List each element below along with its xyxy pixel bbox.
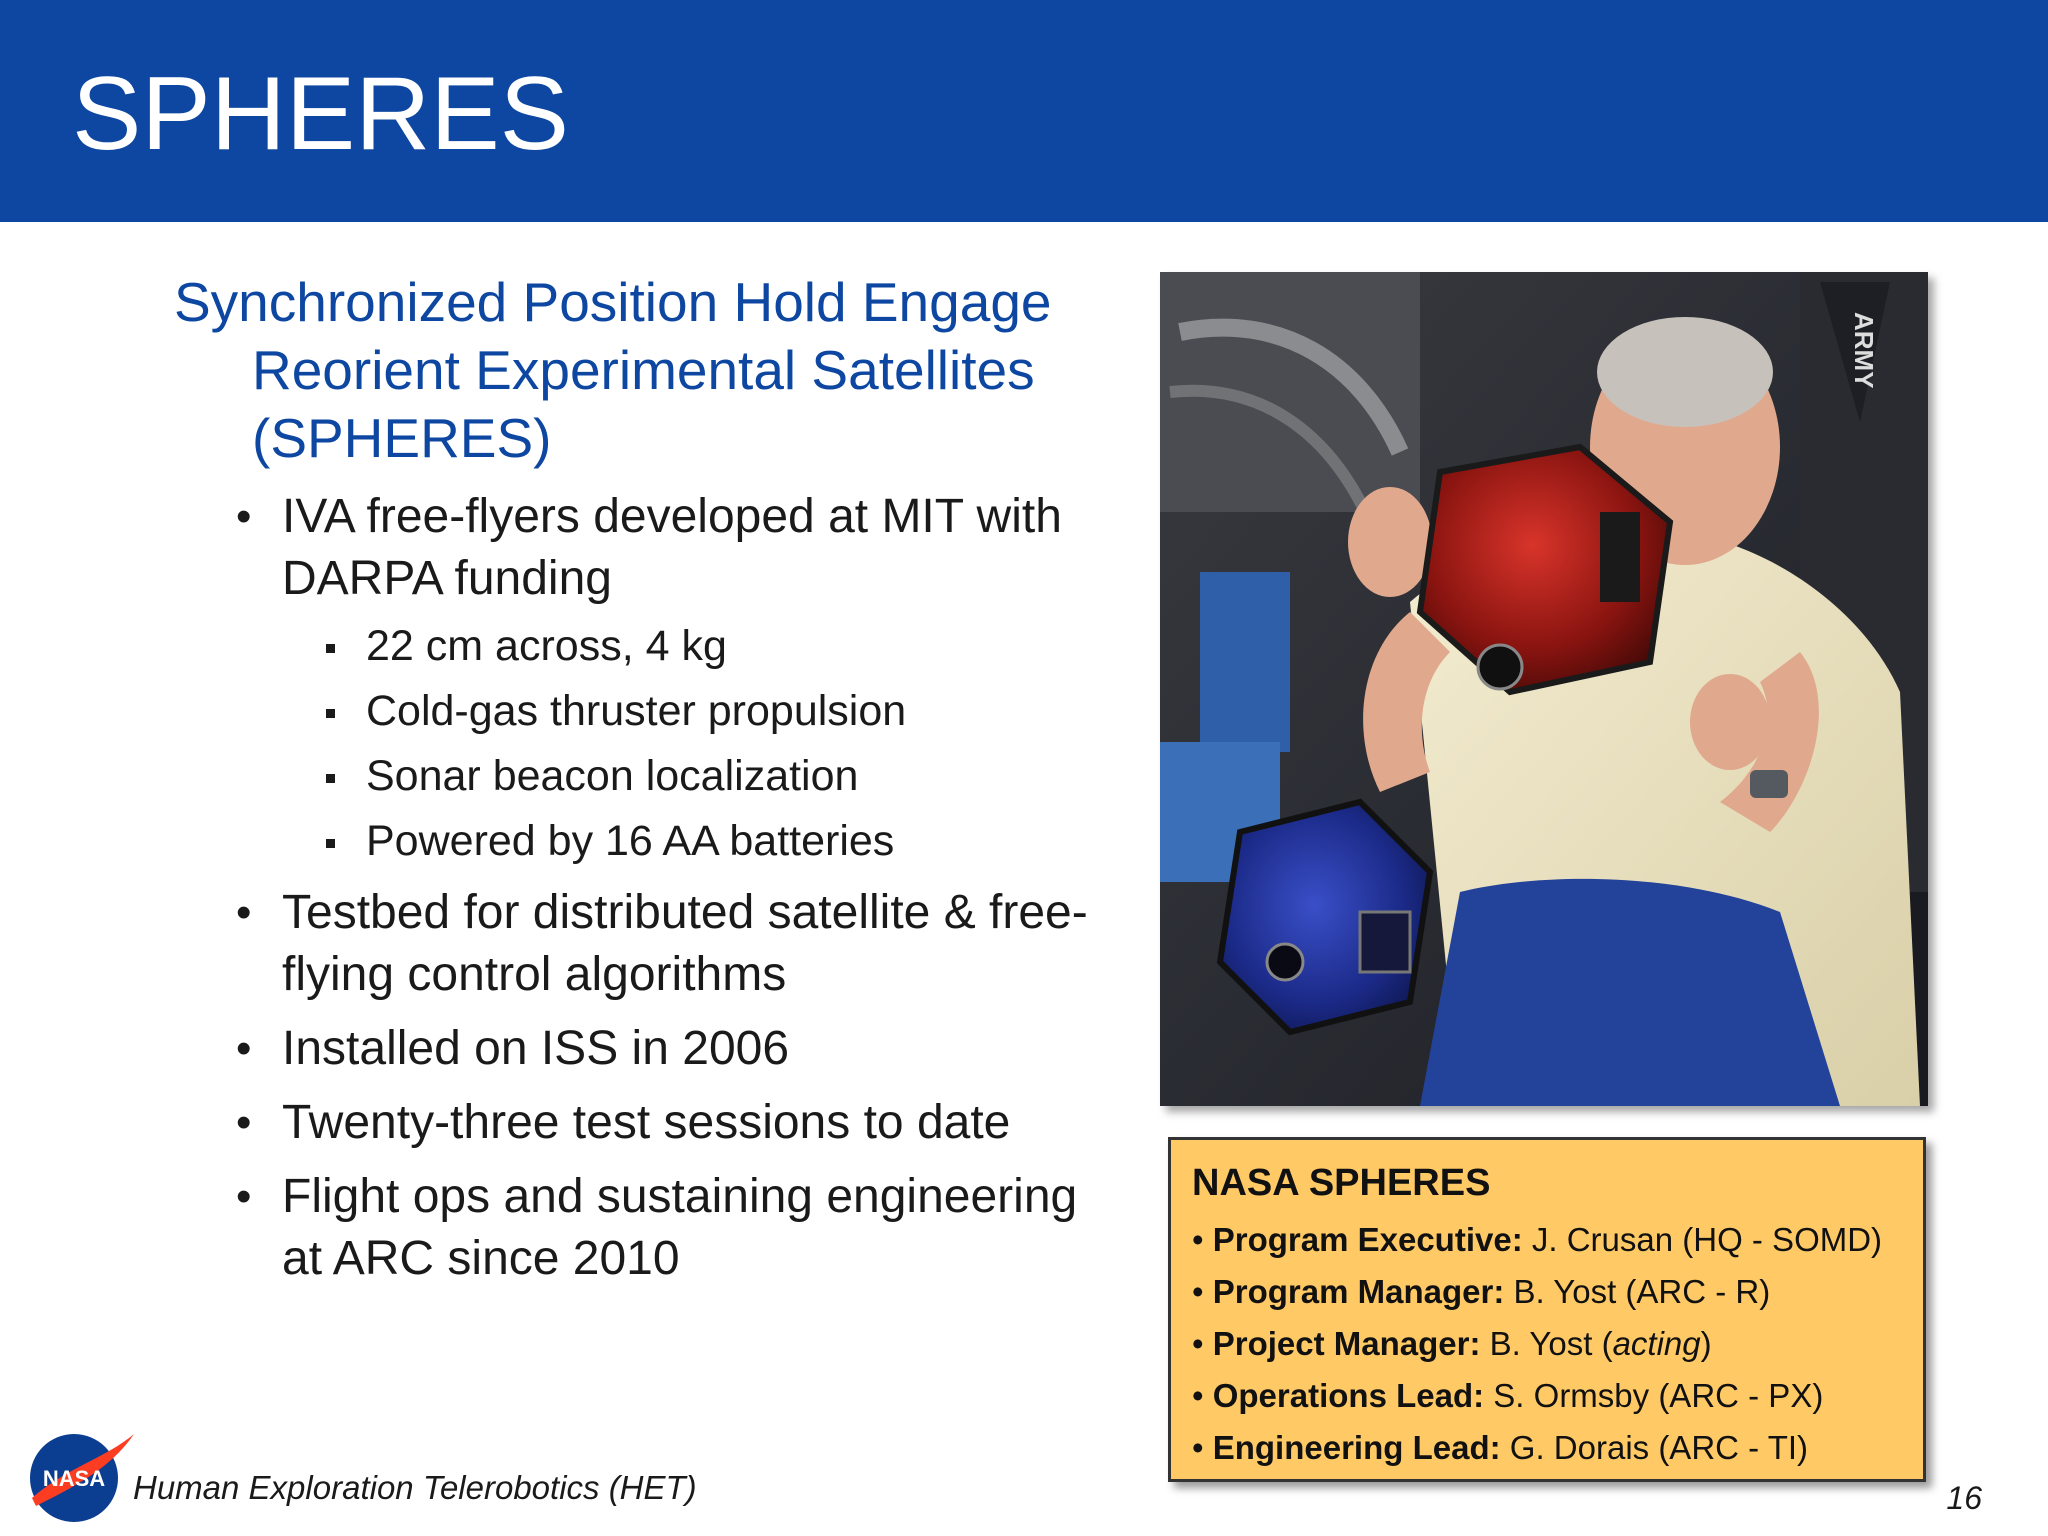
bullet-item — [236, 1018, 1116, 1080]
infobox-bullet: • — [1192, 1429, 1213, 1466]
subtitle-line-1: Synchronized Position Hold Engage — [174, 271, 1052, 333]
astronaut-hair — [1597, 317, 1773, 427]
satellite-thruster — [1478, 645, 1522, 689]
infobox-bullet: • — [1192, 1221, 1213, 1258]
nasa-spheres-infobox — [1168, 1137, 1926, 1482]
nasa-logo-text: NASA — [42, 1466, 106, 1491]
sub-bullet-item — [322, 683, 1082, 739]
bullet-item — [236, 882, 1116, 1012]
sub-bullet-item — [322, 813, 1082, 869]
nasa-logo-icon — [26, 1428, 136, 1524]
sub-bullet-text: Sonar beacon localization — [366, 752, 859, 800]
bullet-dot: • — [236, 492, 252, 541]
satellite-panel — [1600, 512, 1640, 602]
infobox-row — [1192, 1377, 1823, 1415]
bullet-dot: • — [236, 1098, 252, 1147]
subtitle-line-3: (SPHERES) — [252, 407, 552, 469]
astronaut-right-hand — [1690, 674, 1770, 770]
bullet-text: IVA free-flyers developed at MIT with DARPA funding — [282, 490, 1062, 605]
astronaut-left-hand — [1348, 487, 1432, 597]
infobox-role: Operations Lead: — [1212, 1377, 1494, 1414]
bullet-item — [236, 1092, 1116, 1154]
subtitle-line-2: Reorient Experimental Satellites — [252, 339, 1035, 401]
infobox-row — [1192, 1221, 1882, 1259]
infobox-role: Project Manager: — [1212, 1325, 1490, 1362]
bullet-text: Installed on ISS in 2006 — [282, 1022, 790, 1075]
slide-subtitle — [174, 268, 1104, 472]
infobox-person-close: ) — [1700, 1325, 1712, 1362]
bullet-item — [236, 1166, 1116, 1296]
infobox-bullet: • — [1192, 1377, 1213, 1414]
bullet-text: Testbed for distributed satellite & free-flying control algorithms — [282, 886, 1088, 1001]
footer-text: Human Exploration Telerobotics (HET) — [133, 1469, 697, 1506]
square-bullet-icon — [326, 644, 335, 653]
photo-illustration — [1160, 272, 1928, 1106]
infobox-row — [1192, 1429, 1808, 1467]
bullet-dot: • — [236, 1172, 252, 1221]
astronaut-photo — [1160, 272, 1928, 1106]
bullet-dot: • — [236, 1024, 252, 1073]
page-number: 16 — [1946, 1480, 1982, 1516]
title-bar — [0, 0, 2048, 222]
infobox-person: G. Dorais (ARC - TI) — [1509, 1429, 1809, 1466]
infobox-title: NASA SPHERES — [1192, 1162, 1491, 1204]
infobox-role: Program Manager: — [1212, 1273, 1514, 1310]
infobox-person: S. Ormsby (ARC - PX) — [1493, 1377, 1824, 1414]
bullet-dot: • — [236, 888, 252, 937]
wristwatch — [1750, 770, 1788, 798]
slide-title: SPHERES — [72, 56, 570, 172]
sub-bullet-item — [322, 618, 1082, 674]
square-bullet-icon — [326, 839, 335, 848]
sub-bullet-text: Powered by 16 AA batteries — [366, 817, 895, 865]
satellite-panel — [1360, 912, 1410, 972]
square-bullet-icon — [326, 774, 335, 783]
square-bullet-icon — [326, 709, 335, 718]
infobox-person: B. Yost ( — [1489, 1325, 1613, 1362]
infobox-person-italic: acting — [1612, 1325, 1701, 1362]
infobox-row — [1192, 1273, 1770, 1311]
astronaut-pants — [1420, 879, 1840, 1106]
infobox-person: B. Yost (ARC - R) — [1513, 1273, 1771, 1310]
infobox-person: J. Crusan (HQ - SOMD) — [1531, 1221, 1883, 1258]
infobox-bullet: • — [1192, 1273, 1213, 1310]
infobox-row — [1192, 1325, 1712, 1363]
army-pennant-text: ARMY — [1849, 312, 1879, 389]
sub-bullet-item — [322, 748, 1082, 804]
bullet-text: Twenty-three test sessions to date — [282, 1096, 1011, 1149]
sub-bullet-text: 22 cm across, 4 kg — [366, 622, 727, 670]
station-panel — [1200, 572, 1290, 752]
sub-bullet-text: Cold-gas thruster propulsion — [366, 687, 907, 735]
satellite-thruster — [1267, 944, 1303, 980]
infobox-bullet: • — [1192, 1325, 1213, 1362]
bullet-item — [236, 486, 1116, 616]
infobox-role: Program Executive: — [1212, 1221, 1532, 1258]
bullet-text: Flight ops and sustaining engineering at ARC since 2010 — [282, 1170, 1078, 1285]
infobox-role: Engineering Lead: — [1212, 1429, 1510, 1466]
